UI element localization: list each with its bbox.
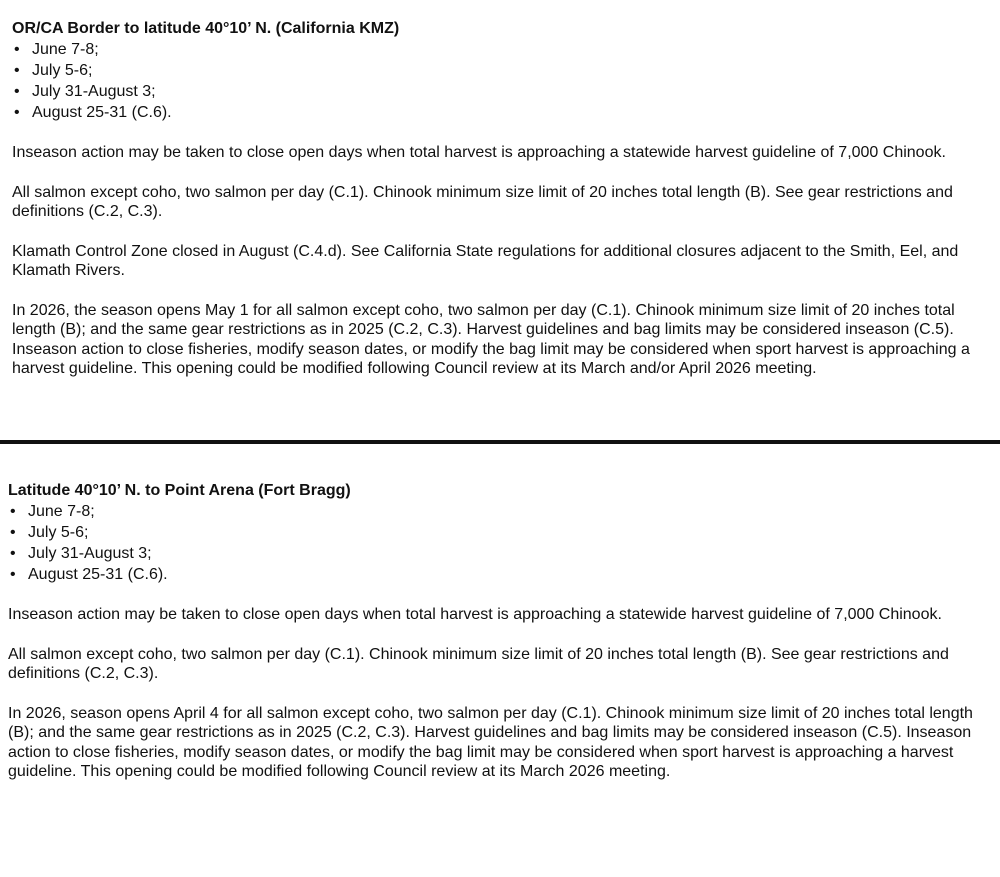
section-orca-border (0, 18, 1000, 379)
bullet-icon: • (14, 62, 20, 79)
section-fort-bragg (0, 480, 1000, 782)
section-heading: Latitude 40°10’ N. to Point Arena (Fort Bragg) (8, 482, 351, 499)
date-text: July 31-August 3; (28, 545, 152, 562)
paragraph-inseason-action: Inseason action may be taken to close open days when total harvest is approaching a statewide harvest guideline of 7,000 Chinook. (12, 144, 946, 161)
bullet-icon: • (10, 545, 16, 562)
paragraph-inseason-action: Inseason action may be taken to close open days when total harvest is approaching a statewide harvest guideline of 7,000 Chinook. (8, 606, 942, 623)
paragraph-bag-limit: All salmon except coho, two salmon per day (C.1). Chinook minimum size limit of 20 inches total length (B). See gear restrictions and definitions (C.2, C.3). (12, 183, 953, 220)
date-item (8, 522, 996, 543)
date-item (8, 501, 996, 522)
open-dates-list (12, 39, 992, 123)
date-text: August 25-31 (C.6). (32, 104, 172, 121)
bullet-icon: • (14, 104, 20, 121)
date-item (12, 102, 992, 123)
open-dates-list (8, 501, 996, 585)
date-text: August 25-31 (C.6). (28, 566, 168, 583)
bullet-icon: • (14, 41, 20, 58)
date-text: July 5-6; (28, 524, 89, 541)
paragraph-2026-season: In 2026, the season opens May 1 for all salmon except coho, two salmon per day (C.1). Chinook minimum size limit of 20 inches total length (B); and the same gear restrictions as in 2025 (C.2, C.3). Harvest guidelines and bag limits may be considered inseason (C.5). Inseason action to close fisheries, modify season dates, or modify the bag limit may be considered when sport harvest is approaching a harvest guideline. This opening could be modified following Council review at its March and/or April 2026 meeting. (12, 301, 970, 377)
date-item (12, 39, 992, 60)
date-item (8, 564, 996, 585)
date-text: June 7-8; (28, 503, 95, 520)
bullet-icon: • (10, 503, 16, 520)
bullet-icon: • (14, 83, 20, 100)
paragraph-bag-limit: All salmon except coho, two salmon per day (C.1). Chinook minimum size limit of 20 inches total length (B). See gear restrictions and definitions (C.2, C.3). (8, 645, 949, 682)
bullet-icon: • (10, 524, 16, 541)
paragraph-2026-season: In 2026, season opens April 4 for all salmon except coho, two salmon per day (C.1). Chinook minimum size limit of 20 inches total length (B); and the same gear restrictions as in 2025 (C.2, C.3). Harvest guidelines and bag limits may be considered inseason (C.5). Inseason action to close fisheries, modify season dates, or modify the bag limit may be considered when sport harvest is approaching a harvest guideline. This opening could be modified following Council review at its March 2026 meeting. (8, 704, 973, 780)
date-text: June 7-8; (32, 41, 99, 58)
date-item (12, 60, 992, 81)
section-divider (0, 440, 1000, 444)
paragraph-klamath-zone: Klamath Control Zone closed in August (C.4.d). See California State regulations for additional closures adjacent to the Smith, Eel, and Klamath Rivers. (12, 242, 959, 279)
bullet-icon: • (10, 566, 16, 583)
date-text: July 31-August 3; (32, 83, 156, 100)
section-heading: OR/CA Border to latitude 40°10’ N. (California KMZ) (12, 20, 400, 37)
date-text: July 5-6; (32, 62, 93, 79)
date-item (12, 81, 992, 102)
date-item (8, 543, 996, 564)
